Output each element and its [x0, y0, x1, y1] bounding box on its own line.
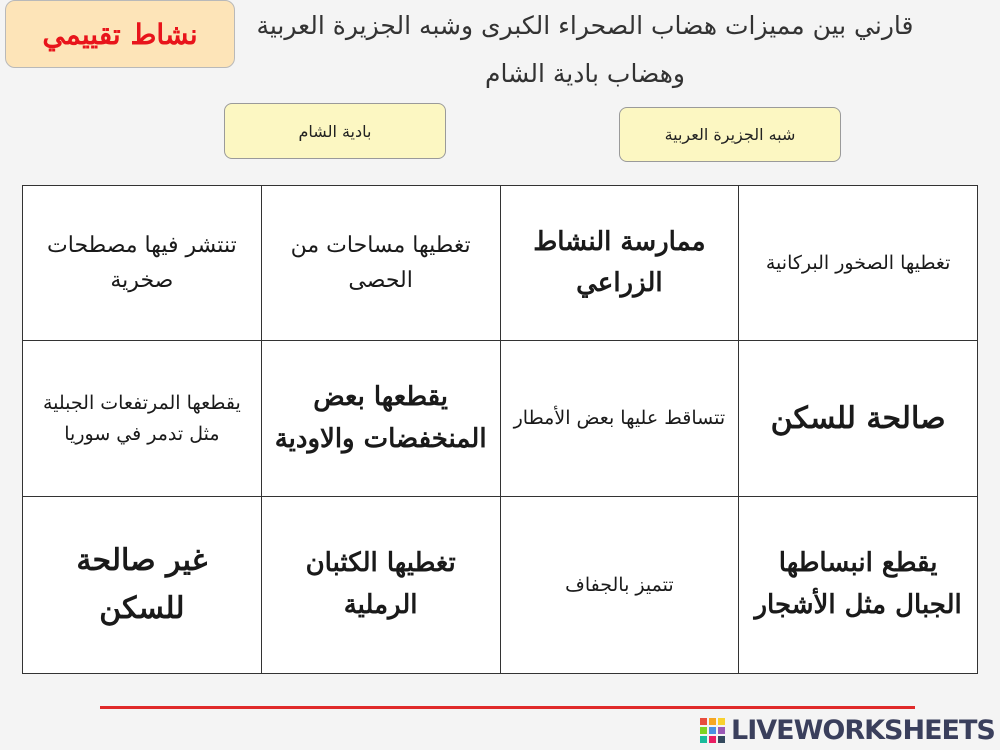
table-cell[interactable]: تتساقط عليها بعض الأمطار — [500, 341, 739, 496]
table-row — [23, 341, 978, 496]
footer-divider — [100, 706, 915, 709]
footer-brand — [700, 714, 995, 746]
table-cell[interactable]: يقطع انبساطها الجبال مثل الأشجار — [739, 496, 978, 673]
drag-tag-arabian-peninsula[interactable]: شبه الجزيرة العربية — [619, 107, 841, 162]
drag-tag-badiyat-al-sham[interactable]: بادية الشام — [224, 103, 446, 159]
liveworksheets-logo-icon — [700, 718, 725, 743]
table-cell[interactable]: تغطيها الصخور البركانية — [739, 186, 978, 341]
table-cell[interactable]: يقطعها المرتفعات الجبلية مثل تدمر في سوريا — [23, 341, 262, 496]
table-cell[interactable]: تغطيها الكثبان الرملية — [261, 496, 500, 673]
table-cell[interactable]: تنتشر فيها مصطحات صخرية — [23, 186, 262, 341]
table-cell[interactable]: يقطعها بعض المنخفضات والاودية — [261, 341, 500, 496]
question-title-line-2: وهضاب بادية الشام — [484, 59, 685, 88]
table-cell[interactable]: تتميز بالجفاف — [500, 496, 739, 673]
comparison-table — [22, 185, 978, 674]
table-cell[interactable]: صالحة للسكن — [739, 341, 978, 496]
question-title — [250, 2, 920, 98]
table-row — [23, 186, 978, 341]
table-row — [23, 496, 978, 673]
activity-badge — [5, 0, 235, 68]
table-cell[interactable]: تغطيها مساحات من الحصى — [261, 186, 500, 341]
activity-badge-label: نشاط تقييمي — [42, 17, 198, 51]
table-cell[interactable]: ممارسة النشاط الزراعي — [500, 186, 739, 341]
question-title-line-1: قارني بين مميزات هضاب الصحراء الكبرى وشبه الجزيرة العربية — [256, 11, 914, 40]
table-cell[interactable]: غير صالحة للسكن — [23, 496, 262, 673]
brand-name: LIVEWORKSHEETS — [731, 714, 995, 746]
